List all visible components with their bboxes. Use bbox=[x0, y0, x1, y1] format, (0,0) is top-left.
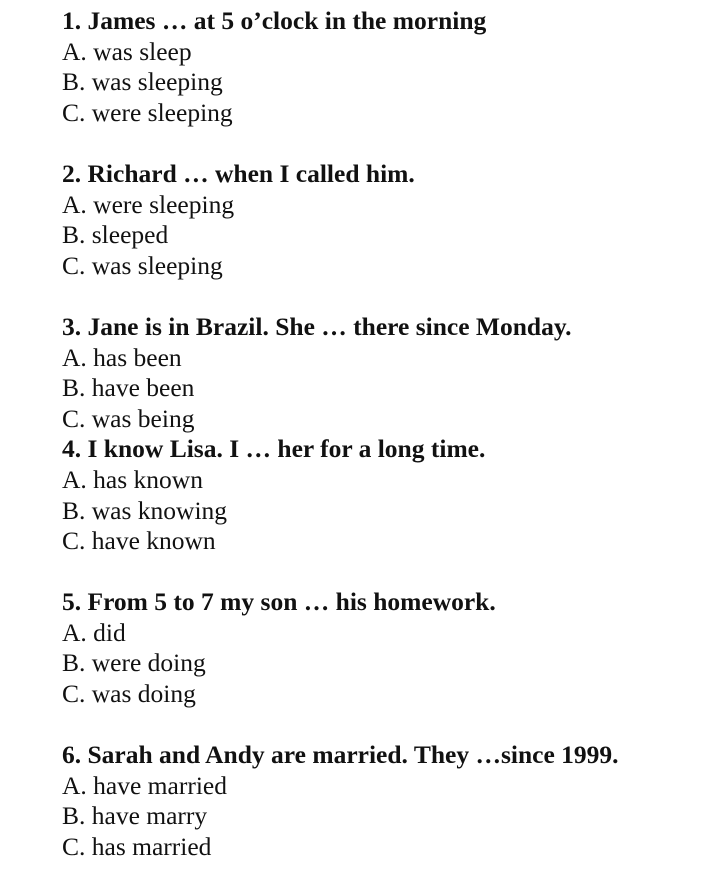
question-text: 3. Jane is in Brazil. She … there since Monday. bbox=[62, 311, 572, 341]
question-3 bbox=[62, 312, 702, 434]
quiz-document bbox=[62, 6, 702, 863]
question-text: 4. I know Lisa. I … her for a long time. bbox=[62, 434, 486, 464]
option-c: C. were sleeping bbox=[62, 97, 233, 127]
option-b: B. have been bbox=[62, 373, 195, 403]
question-6 bbox=[62, 740, 702, 862]
option-a: A. was sleep bbox=[62, 36, 192, 66]
option-c: C. was being bbox=[62, 403, 195, 433]
question-1 bbox=[62, 6, 702, 128]
question-2 bbox=[62, 159, 702, 281]
question-4 bbox=[62, 434, 702, 556]
option-a: A. has been bbox=[62, 342, 182, 372]
option-c: C. have known bbox=[62, 526, 216, 556]
option-c: C. was doing bbox=[62, 679, 196, 709]
question-5 bbox=[62, 587, 702, 709]
option-b: B. have marry bbox=[62, 801, 208, 831]
option-a: A. has known bbox=[62, 464, 203, 494]
option-b: B. was sleeping bbox=[62, 67, 223, 97]
spacer bbox=[62, 557, 702, 588]
spacer bbox=[62, 710, 702, 741]
option-c: C. has married bbox=[62, 832, 212, 862]
question-text: 6. Sarah and Andy are married. They …since 1999. bbox=[62, 740, 619, 770]
option-b: B. sleeped bbox=[62, 220, 169, 250]
option-b: B. was knowing bbox=[62, 495, 228, 525]
option-c: C. was sleeping bbox=[62, 250, 223, 280]
option-a: A. were sleeping bbox=[62, 189, 235, 219]
spacer bbox=[62, 128, 702, 159]
option-a: A. have married bbox=[62, 770, 227, 800]
spacer bbox=[62, 281, 702, 312]
question-text: 1. James … at 5 o’clock in the morning bbox=[62, 6, 487, 35]
question-text: 2. Richard … when I called him. bbox=[62, 158, 415, 188]
option-b: B. were doing bbox=[62, 648, 206, 678]
question-text: 5. From 5 to 7 my son … his homework. bbox=[62, 587, 496, 617]
option-a: A. did bbox=[62, 617, 126, 647]
